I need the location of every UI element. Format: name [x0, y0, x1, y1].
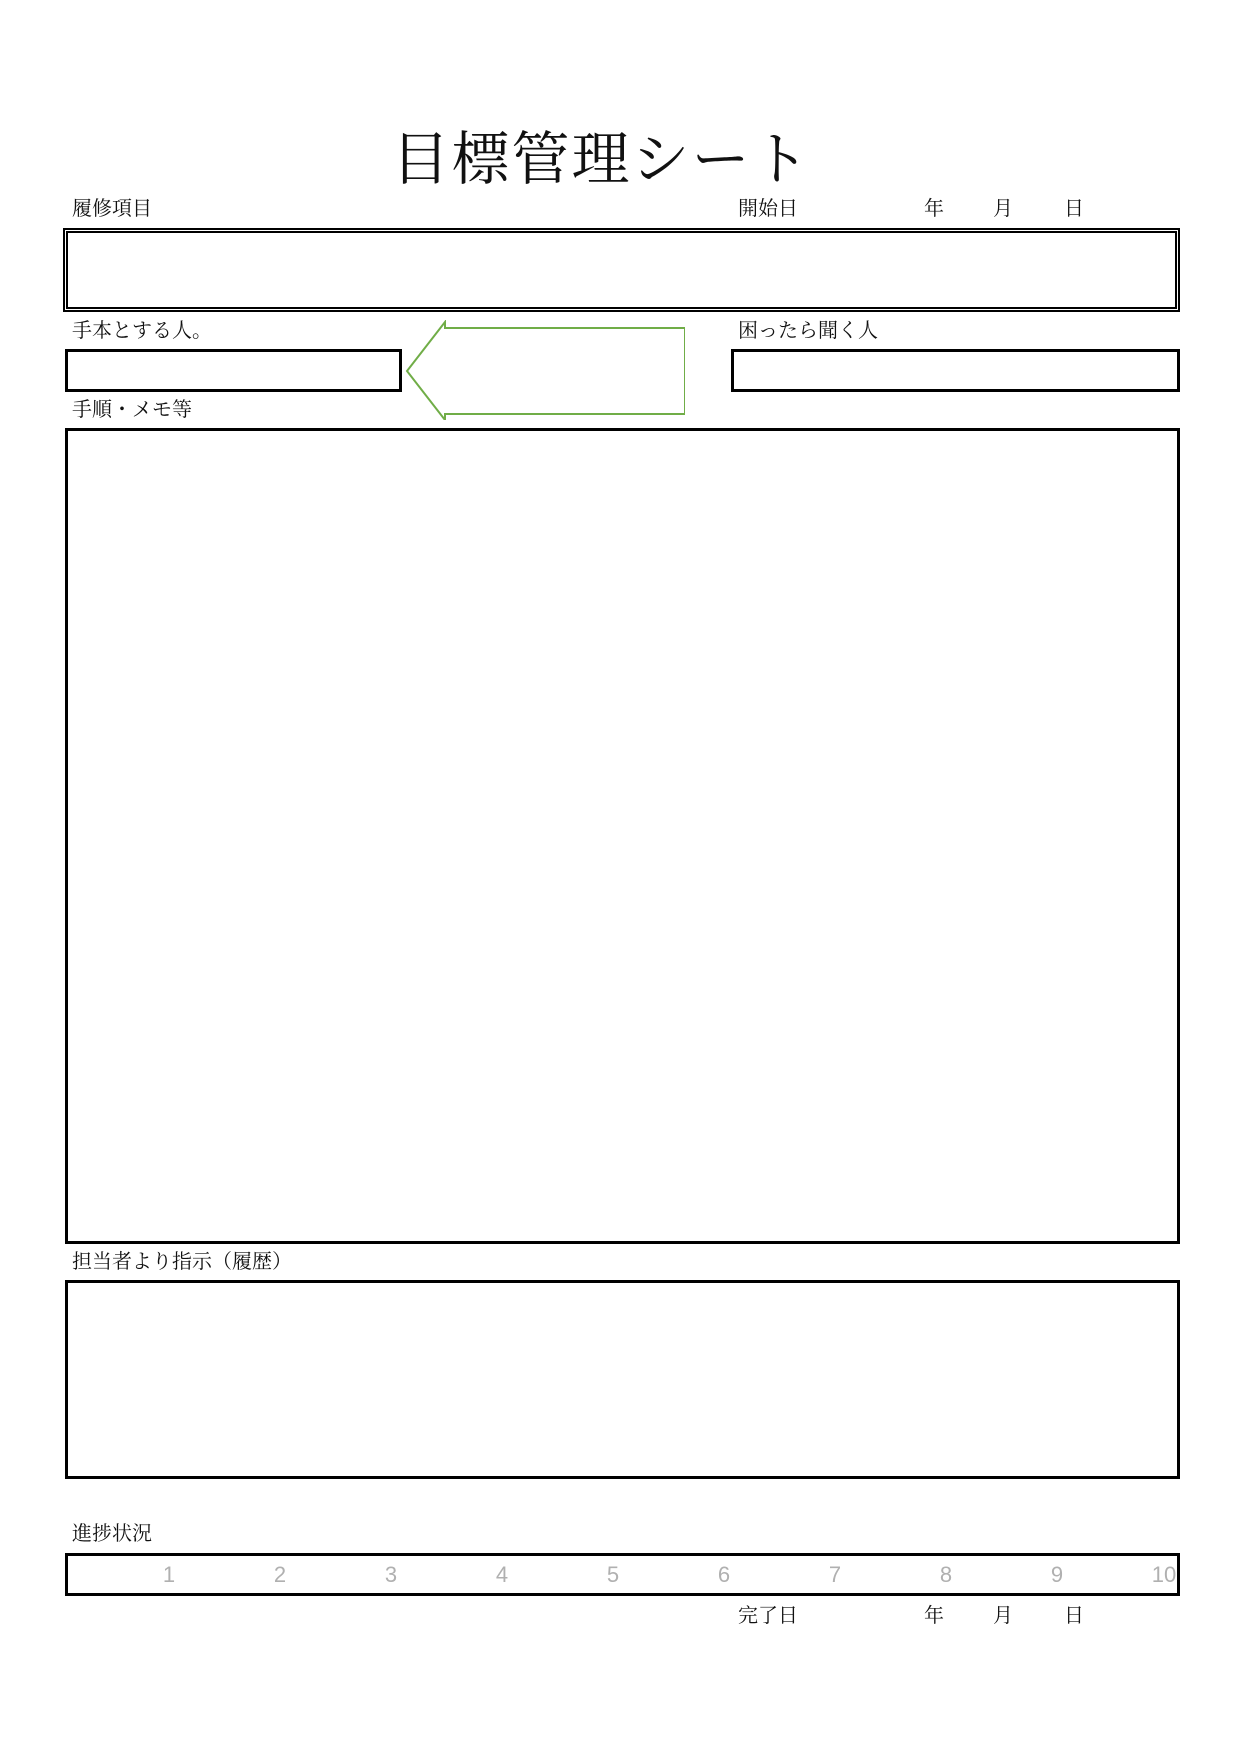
page-title: 目標管理シート [391, 125, 812, 193]
start-date-year-label: 年 [924, 196, 944, 220]
progress-tick[interactable]: 7 [828, 1562, 842, 1587]
completion-date-month-label: 月 [993, 1603, 1013, 1627]
role-model-label: 手本とする人。 [72, 318, 212, 342]
completion-date-day-label: 日 [1064, 1603, 1084, 1627]
progress-tick[interactable]: 1 [162, 1562, 176, 1587]
progress-label: 進捗状況 [72, 1521, 152, 1545]
progress-bar[interactable] [65, 1553, 1180, 1596]
helper-field[interactable] [731, 349, 1180, 392]
course-label: 履修項目 [72, 196, 152, 220]
role-model-field[interactable] [65, 349, 402, 392]
instructions-field[interactable] [65, 1280, 1180, 1479]
completion-date-label: 完了日 [738, 1603, 798, 1627]
instructions-label: 担当者より指示（履歴） [72, 1249, 292, 1273]
progress-tick[interactable]: 5 [606, 1562, 620, 1587]
procedure-field[interactable] [65, 428, 1180, 1244]
completion-date-year-label: 年 [924, 1603, 944, 1627]
progress-tick[interactable]: 4 [495, 1562, 509, 1587]
progress-tick[interactable]: 10 [1151, 1562, 1177, 1587]
start-date-day-label: 日 [1064, 196, 1084, 220]
procedure-label: 手順・メモ等 [72, 397, 192, 421]
course-field[interactable] [63, 228, 1180, 312]
left-arrow-icon [405, 320, 685, 420]
progress-tick[interactable]: 9 [1050, 1562, 1064, 1587]
progress-tick[interactable]: 3 [384, 1562, 398, 1587]
progress-tick[interactable]: 6 [717, 1562, 731, 1587]
helper-label: 困ったら聞く人 [738, 318, 878, 342]
progress-tick[interactable]: 8 [939, 1562, 953, 1587]
start-date-month-label: 月 [993, 196, 1013, 220]
progress-tick[interactable]: 2 [273, 1562, 287, 1587]
start-date-label: 開始日 [738, 196, 798, 220]
